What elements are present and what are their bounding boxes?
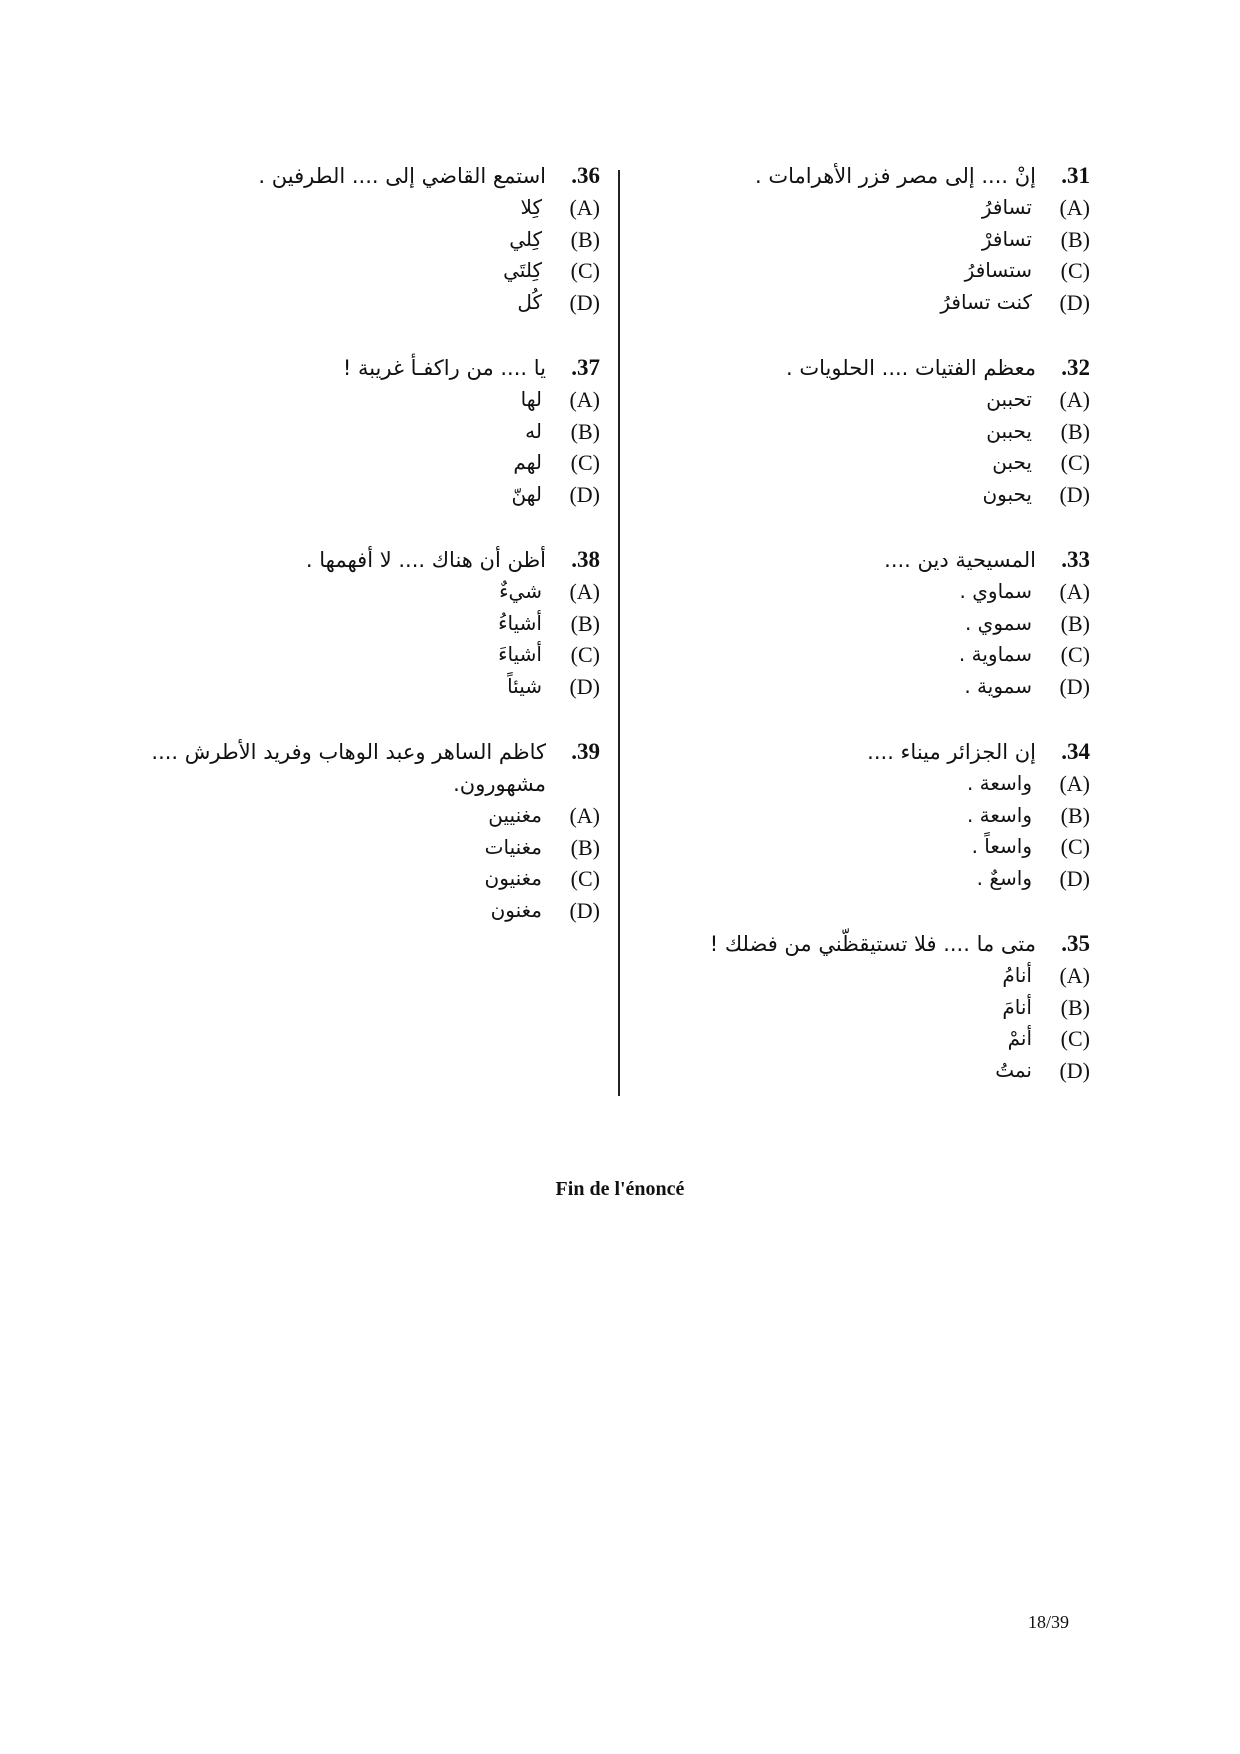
question-number: .36 bbox=[571, 163, 600, 188]
answer-choice bbox=[630, 831, 1090, 863]
answer-choice bbox=[630, 960, 1090, 992]
choice-text: سموي . bbox=[964, 610, 1032, 635]
answer-choice bbox=[630, 192, 1090, 224]
answer-choice bbox=[100, 832, 600, 864]
page-number: 18/39 bbox=[1028, 1612, 1070, 1632]
choice-letter: (A) bbox=[569, 579, 600, 604]
choice-text: واسعة . bbox=[966, 771, 1032, 795]
choice-text: مغنيين bbox=[488, 803, 542, 827]
question-header bbox=[630, 544, 1090, 576]
question-text: إن الجزائر ميناء .... bbox=[867, 740, 1036, 764]
answer-choice bbox=[630, 608, 1090, 640]
choice-text: مغنون bbox=[490, 897, 542, 922]
question-item bbox=[100, 736, 600, 926]
column-divider bbox=[618, 170, 620, 1096]
choice-letter: (B) bbox=[1060, 226, 1090, 252]
choice-text: يحبون bbox=[982, 481, 1032, 506]
choice-letter: (D) bbox=[569, 289, 600, 315]
choice-letter: (A) bbox=[1059, 387, 1090, 412]
question-item bbox=[630, 544, 1090, 702]
question-header bbox=[100, 352, 600, 384]
choice-text: كُل bbox=[517, 289, 542, 314]
question-header bbox=[630, 160, 1090, 192]
choice-text: لهم bbox=[513, 450, 542, 474]
choice-letter: (D) bbox=[1059, 481, 1090, 507]
answer-choice bbox=[100, 671, 600, 703]
choice-letter: (B) bbox=[570, 610, 600, 636]
question-header bbox=[630, 928, 1090, 960]
choice-letter: (B) bbox=[1060, 418, 1090, 444]
answer-choice bbox=[630, 576, 1090, 608]
answer-choice bbox=[630, 287, 1090, 319]
answer-choice bbox=[100, 192, 600, 224]
choice-text: مغنيون bbox=[484, 866, 542, 890]
answer-choice bbox=[100, 576, 600, 608]
choice-letter: (D) bbox=[1059, 1057, 1090, 1083]
question-item bbox=[630, 352, 1090, 510]
question-item bbox=[630, 160, 1090, 318]
end-of-statement: Fin de l'énoncé bbox=[555, 1178, 685, 1200]
question-text: إنْ .... إلى مصر فزر الأهرامات . bbox=[755, 164, 1036, 188]
answer-choice bbox=[630, 671, 1090, 703]
answer-choice bbox=[630, 639, 1090, 671]
choice-text: شيئاً bbox=[507, 673, 542, 698]
choice-letter: (B) bbox=[1060, 802, 1090, 828]
answer-choice bbox=[100, 384, 600, 416]
answer-choice bbox=[630, 479, 1090, 511]
choice-text: ستسافرُ bbox=[964, 258, 1032, 282]
answer-choice bbox=[630, 863, 1090, 895]
choice-letter: (B) bbox=[1060, 994, 1090, 1020]
choice-letter: (A) bbox=[1059, 771, 1090, 796]
answer-choice bbox=[100, 479, 600, 511]
question-header bbox=[100, 544, 600, 576]
question-item bbox=[100, 352, 600, 510]
choice-letter: (B) bbox=[570, 418, 600, 444]
choice-text: له bbox=[525, 418, 542, 443]
choice-letter: (D) bbox=[569, 673, 600, 699]
right-question-column bbox=[630, 160, 1090, 1120]
question-header bbox=[100, 736, 600, 800]
choice-letter: (A) bbox=[1059, 195, 1090, 220]
answer-choice bbox=[630, 255, 1090, 287]
left-question-column bbox=[100, 160, 600, 960]
choice-text: تحببن bbox=[986, 387, 1032, 411]
choice-letter: (C) bbox=[570, 642, 600, 667]
question-number: .35 bbox=[1061, 931, 1090, 956]
choice-text: أشياءُ bbox=[498, 610, 542, 635]
choice-text: أشياءَ bbox=[498, 642, 542, 666]
choice-letter: (C) bbox=[570, 866, 600, 891]
choice-text: كِلتَي bbox=[503, 258, 542, 282]
question-number: .38 bbox=[571, 547, 600, 572]
answer-choice bbox=[630, 224, 1090, 256]
choice-letter: (D) bbox=[569, 897, 600, 923]
choice-letter: (D) bbox=[1059, 673, 1090, 699]
question-text: معظم الفتيات .... الحلويات . bbox=[786, 356, 1036, 380]
choice-text: نمتُ bbox=[995, 1057, 1032, 1082]
choice-text: سموية . bbox=[964, 673, 1032, 698]
question-number: .37 bbox=[571, 355, 600, 380]
answer-choice bbox=[100, 800, 600, 832]
question-item bbox=[100, 160, 600, 318]
answer-choice bbox=[630, 447, 1090, 479]
choice-text: أنمْ bbox=[1007, 1026, 1032, 1050]
choice-text: سماوي . bbox=[959, 579, 1032, 603]
choice-letter: (C) bbox=[570, 450, 600, 475]
choice-text: أنامُ bbox=[1002, 963, 1032, 987]
choice-letter: (B) bbox=[570, 226, 600, 252]
choice-letter: (D) bbox=[1059, 865, 1090, 891]
answer-choice bbox=[100, 639, 600, 671]
answer-choice bbox=[100, 447, 600, 479]
question-text: المسيحية دين .... bbox=[884, 548, 1036, 572]
answer-choice bbox=[100, 224, 600, 256]
question-item bbox=[630, 928, 1090, 1086]
question-item bbox=[100, 544, 600, 702]
choice-letter: (D) bbox=[1059, 289, 1090, 315]
answer-choice bbox=[630, 992, 1090, 1024]
answer-choice bbox=[100, 287, 600, 319]
choice-text: أنامَ bbox=[1002, 994, 1032, 1019]
choice-letter: (A) bbox=[1059, 963, 1090, 988]
choice-letter: (A) bbox=[1059, 579, 1090, 604]
choice-text: كِلا bbox=[520, 195, 542, 219]
answer-choice bbox=[100, 255, 600, 287]
question-text: أظن أن هناك .... لا أفهمها . bbox=[305, 548, 546, 572]
question-text: استمع القاضي إلى .... الطرفين . bbox=[258, 164, 546, 188]
answer-choice bbox=[100, 416, 600, 448]
question-text: يا .... من راكفـأ غريبة ! bbox=[342, 356, 546, 380]
choice-letter: (B) bbox=[570, 834, 600, 860]
choice-text: لهنّ bbox=[511, 481, 542, 506]
choice-text: شيءٌ bbox=[499, 579, 542, 603]
question-number: .34 bbox=[1061, 739, 1090, 764]
choice-text: واسعاً . bbox=[971, 834, 1032, 858]
choice-letter: (C) bbox=[1060, 642, 1090, 667]
answer-choice bbox=[630, 384, 1090, 416]
choice-letter: (C) bbox=[1060, 258, 1090, 283]
choice-letter: (C) bbox=[1060, 1026, 1090, 1051]
question-header bbox=[100, 160, 600, 192]
question-number: .33 bbox=[1061, 547, 1090, 572]
question-number: .32 bbox=[1061, 355, 1090, 380]
answer-choice bbox=[100, 895, 600, 927]
choice-letter: (B) bbox=[1060, 610, 1090, 636]
choice-text: واسعة . bbox=[966, 802, 1032, 827]
choice-text: يحببن bbox=[986, 418, 1032, 443]
choice-text: واسعٌ . bbox=[976, 865, 1032, 890]
question-text: كاظم الساهر وعبد الوهاب وفريد الأطرش .... مشهورون. bbox=[151, 740, 546, 796]
choice-letter: (A) bbox=[569, 387, 600, 412]
choice-text: كنت تسافرُ bbox=[940, 289, 1032, 314]
answer-choice bbox=[100, 863, 600, 895]
question-number: .31 bbox=[1061, 163, 1090, 188]
answer-choice bbox=[630, 416, 1090, 448]
choice-text: تسافرْ bbox=[981, 226, 1032, 251]
choice-text: مغنيات bbox=[484, 834, 542, 859]
choice-text: سماوية . bbox=[958, 642, 1032, 666]
choice-text: كِلي bbox=[509, 226, 542, 251]
question-text: متى ما .... فلا تستيقظّني من فضلك ! bbox=[709, 932, 1036, 956]
question-item bbox=[630, 736, 1090, 894]
choice-letter: (C) bbox=[570, 258, 600, 283]
answer-choice bbox=[100, 608, 600, 640]
choice-text: تسافرُ bbox=[981, 195, 1032, 219]
choice-text: لها bbox=[520, 387, 542, 411]
answer-choice bbox=[630, 768, 1090, 800]
question-header bbox=[630, 736, 1090, 768]
choice-letter: (A) bbox=[569, 803, 600, 828]
question-header bbox=[630, 352, 1090, 384]
choice-letter: (C) bbox=[1060, 834, 1090, 859]
answer-choice bbox=[630, 1023, 1090, 1055]
answer-choice bbox=[630, 1055, 1090, 1087]
choice-text: يحبن bbox=[992, 450, 1032, 474]
question-number: .39 bbox=[571, 739, 600, 764]
choice-letter: (C) bbox=[1060, 450, 1090, 475]
choice-letter: (D) bbox=[569, 481, 600, 507]
choice-letter: (A) bbox=[569, 195, 600, 220]
answer-choice bbox=[630, 800, 1090, 832]
